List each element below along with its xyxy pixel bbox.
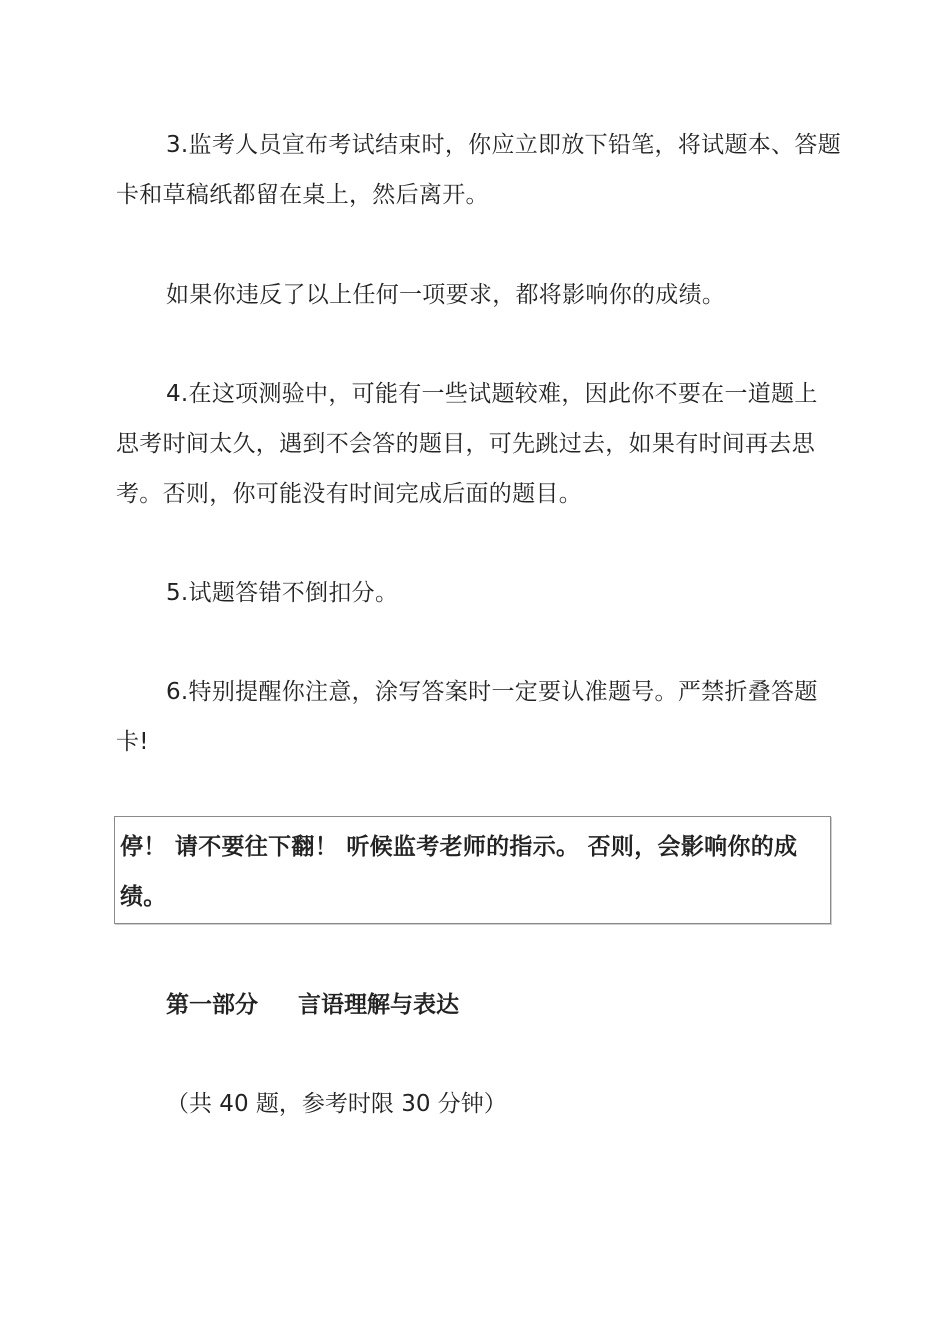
section-title-label: 言语理解与表达	[298, 992, 459, 1018]
instruction-item-4: 4.在这项测验中，可能有一些试题较难，因此你不要在一道题上思考时间太久，遇到不会答的题目，可先跳过去，如果有时间再去思考。否则，你可能没有时间完成后面的题目。	[116, 381, 818, 507]
section-time-note: （共 40 题，参考时限 30 分钟）	[166, 1091, 507, 1117]
stop-notice-text: 停！ 请不要往下翻！ 听候监考老师的指示。 否则，会影响你的成绩。	[120, 834, 798, 910]
stop-notice-box	[114, 816, 831, 924]
section-heading	[166, 980, 459, 1030]
instruction-item-5: 5.试题答错不倒扣分。	[166, 580, 399, 606]
instruction-warning: 如果你违反了以上任何一项要求，都将影响你的成绩。	[166, 282, 726, 308]
instruction-item-6: 6.特别提醒你注意，涂写答案时一定要认准题号。严禁折叠答题卡!	[116, 679, 818, 755]
section-part-label: 第一部分	[166, 992, 258, 1018]
instruction-item-3: 3.监考人员宣布考试结束时，你应立即放下铅笔，将试题本、答题卡和草稿纸都留在桌上，然后离开。	[116, 132, 841, 208]
